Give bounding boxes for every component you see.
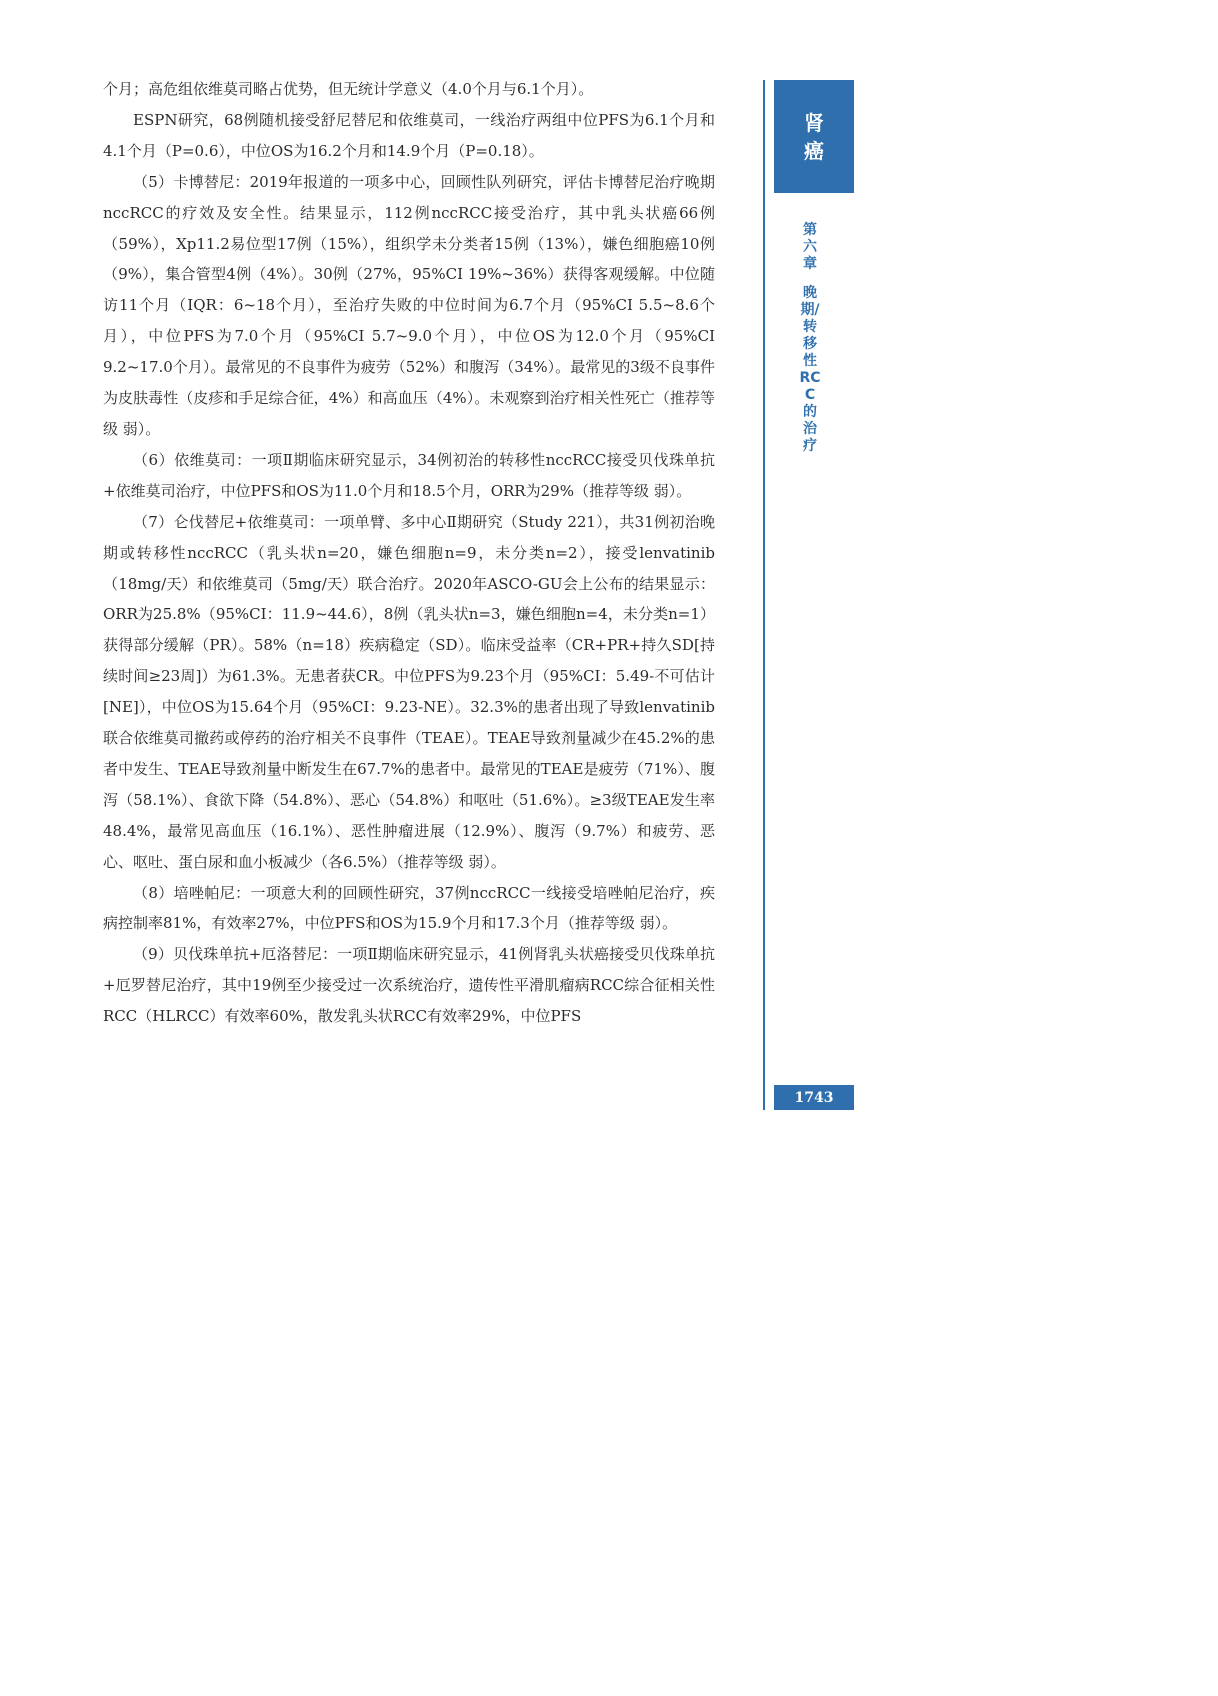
paragraph-everolimus: （6）依维莫司：一项Ⅱ期临床研究显示，34例初治的转移性nccRCC接受贝伐珠单抗+依维莫司治疗，中位PFS和OS为11.0个月和18.5个月，ORR为29%（推荐等级 弱）。 bbox=[103, 450, 715, 500]
paragraph-espn: ESPN研究，68例随机接受舒尼替尼和依维莫司，一线治疗两组中位PFS为6.1个月和4.1个月（P=0.6），中位OS为16.2个月和14.9个月（P=0.18）。 bbox=[103, 110, 715, 160]
section-tab bbox=[774, 80, 854, 193]
page-number: 1743 bbox=[774, 1085, 854, 1110]
paragraph-bevacizumab-erlotinib: （9）贝伐珠单抗+厄洛替尼：一项Ⅱ期临床研究显示，41例肾乳头状癌接受贝伐珠单抗+厄罗替尼治疗，其中19例至少接受过一次系统治疗，遗传性平滑肌瘤病RCC综合征相关性RCC（HLRCC）有效率60%，散发乳头状RCC有效率29%，中位PFS bbox=[103, 945, 715, 1026]
main-text bbox=[103, 74, 715, 1032]
section-tab-char-2: 癌 bbox=[804, 138, 824, 163]
margin-divider bbox=[763, 80, 765, 1110]
section-tab-char-1: 肾 bbox=[804, 110, 824, 135]
chapter-label: 第六章 bbox=[803, 222, 817, 272]
paragraph-continuation: 个月；高危组依维莫司略占优势，但无统计学意义（4.0个月与6.1个月）。 bbox=[103, 80, 594, 98]
chapter-heading bbox=[798, 222, 822, 455]
chapter-title: 晚期/转移性RCC的治疗 bbox=[799, 285, 821, 454]
paragraph-lenvatinib-everolimus: （7）仑伐替尼+依维莫司：一项单臂、多中心Ⅱ期研究（Study 221），共31例初治晚期或转移性nccRCC（乳头状n=20，嫌色细胞n=9，未分类n=2），接受lenvatinib（18mg/天）和依维莫司（5mg/天）联合治疗。2020年ASCO-GU会上公布的结果显示：ORR为25.8%（95%CI：11.9~44.6），8例（乳头状n=3，嫌色细胞n=4，未分类n=1）获得部分缓解（PR）。58%（n=18）疾病稳定（SD）。临床受益率（CR+PR+持久SD[持续时间≥23周]）为61.3%。无患者获CR。中位PFS为9.23个月（95%CI：5.49-不可估计[NE]），中位OS为15.64个月（95%CI：9.23-NE）。32.3%的患者出现了导致lenvatinib联合依维莫司撤药或停药的治疗相关不良事件（TEAE）。TEAE导致剂量减少在45.2%的患者中发生、TEAE导致剂量中断发生在67.7%的患者中。最常见的TEAE是疲劳（71%）、腹泻（58.1%）、食欲下降（54.8%）、恶心（54.8%）和呕吐（51.6%）。≥3级TEAE发生率48.4%，最常见高血压（16.1%）、恶性肿瘤进展（12.9%）、腹泻（9.7%）和疲劳、恶心、呕吐、蛋白尿和血小板减少（各6.5%）（推荐等级 弱）。 bbox=[103, 512, 715, 871]
paragraph-pazopanib: （8）培唑帕尼：一项意大利的回顾性研究，37例nccRCC一线接受培唑帕尼治疗，疾病控制率81%，有效率27%，中位PFS和OS为15.9个月和17.3个月（推荐等级 弱）。 bbox=[103, 883, 715, 933]
paragraph-cabozantinib: （5）卡博替尼：2019年报道的一项多中心，回顾性队列研究，评估卡博替尼治疗晚期nccRCC的疗效及安全性。结果显示，112例nccRCC接受治疗，其中乳头状癌66例（59%），Xp11.2易位型17例（15%），组织学未分类者15例（13%），嫌色细胞癌10例（9%），集合管型4例（4%）。30例（27%，95%CI 19%~36%）获得客观缓解。中位随访11个月（IQR：6~18个月），至治疗失败的中位时间为6.7个月（95%CI 5.5~8.6个月），中位PFS为7.0个月（95%CI 5.7~9.0个月），中位OS为12.0个月（95%CI 9.2~17.0个月）。最常见的不良事件为疲劳（52%）和腹泻（34%）。最常见的3级不良事件为皮肤毒性（皮疹和手足综合征，4%）和高血压（4%）。未观察到治疗相关性死亡（推荐等级 弱）。 bbox=[103, 172, 715, 438]
